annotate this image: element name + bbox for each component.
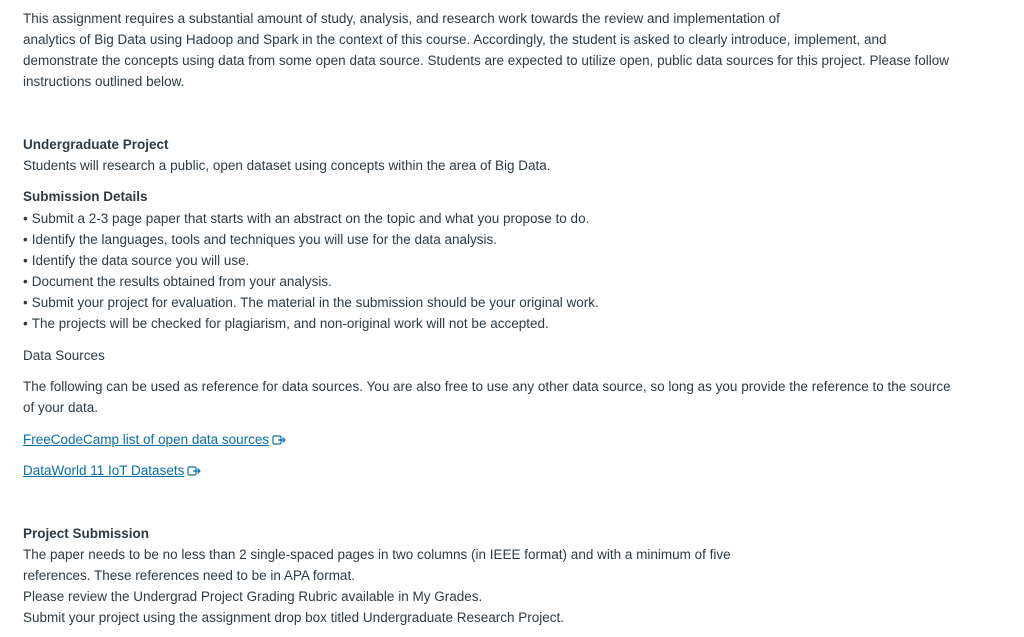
external-link-icon[interactable]	[272, 431, 286, 452]
project-submission-line-2: references. These references need to be in APA format.	[23, 568, 355, 583]
intro-line-4: instructions outlined below.	[23, 74, 185, 89]
project-submission-line-1: The paper needs to be no less than 2 single-spaced pages in two columns (in IEEE format) and with a minimum of five	[23, 547, 731, 562]
project-submission-line-4: Submit your project using the assignment drop box titled Undergraduate Research Project.	[23, 610, 565, 625]
freecodecamp-link-row	[23, 429, 286, 452]
bullet-text: Document the results obtained from your analysis.	[31, 274, 332, 289]
dataworld-link-row	[23, 460, 201, 483]
undergrad-heading: Undergraduate Project	[23, 137, 169, 152]
intro-line-1: This assignment requires a substantial amount of study, analysis, and research work towards the review and implementation of	[23, 11, 780, 26]
bullet-text: Identify the data source you will use.	[31, 253, 250, 268]
intro-line-2: analytics of Big Data using Hadoop and Spark in the context of this course. Accordingly, the student is asked to clearly introduce, implement, and	[23, 32, 887, 47]
bullet-item	[23, 250, 249, 271]
submission-details-heading: Submission Details	[23, 189, 148, 204]
intro-line-3: demonstrate the concepts using data from some open data source. Students are expected to utilize open, public data sources for this project. Please follow	[23, 53, 950, 68]
bullet-marker: •	[23, 211, 28, 226]
data-sources-line-2: of your data.	[23, 400, 99, 415]
data-sources-line-1: The following can be used as reference for data sources. You are also free to use any other data source, so long as you provide the reference to the source	[23, 379, 951, 394]
freecodecamp-link[interactable]: FreeCodeCamp list of open data sources	[23, 432, 270, 447]
project-submission-heading: Project Submission	[23, 526, 150, 541]
bullet-marker: •	[23, 295, 28, 310]
bullet-marker: •	[23, 253, 28, 268]
bullet-item	[23, 271, 332, 292]
bullet-item	[23, 208, 589, 229]
dataworld-link[interactable]: DataWorld 11 IoT Datasets	[23, 463, 185, 478]
bullet-marker: •	[23, 274, 28, 289]
undergrad-text: Students will research a public, open dataset using concepts within the area of Big Data.	[23, 158, 551, 173]
external-link-icon[interactable]	[187, 462, 201, 483]
bullet-item	[23, 313, 549, 334]
bullet-marker: •	[23, 232, 28, 247]
bullet-text: Identify the languages, tools and techniques you will use for the data analysis.	[31, 232, 498, 247]
bullet-text: The projects will be checked for plagiarism, and non-original work will not be accepted.	[31, 316, 549, 331]
bullet-text: Submit your project for evaluation. The material in the submission should be your original work.	[31, 295, 599, 310]
bullet-item	[23, 229, 497, 250]
data-sources-heading: Data Sources	[23, 348, 105, 363]
bullet-marker: •	[23, 316, 28, 331]
project-submission-line-3: Please review the Undergrad Project Grading Rubric available in My Grades.	[23, 589, 483, 604]
bullet-item	[23, 292, 599, 313]
bullet-text: Submit a 2-3 page paper that starts with an abstract on the topic and what you propose to do.	[31, 211, 590, 226]
